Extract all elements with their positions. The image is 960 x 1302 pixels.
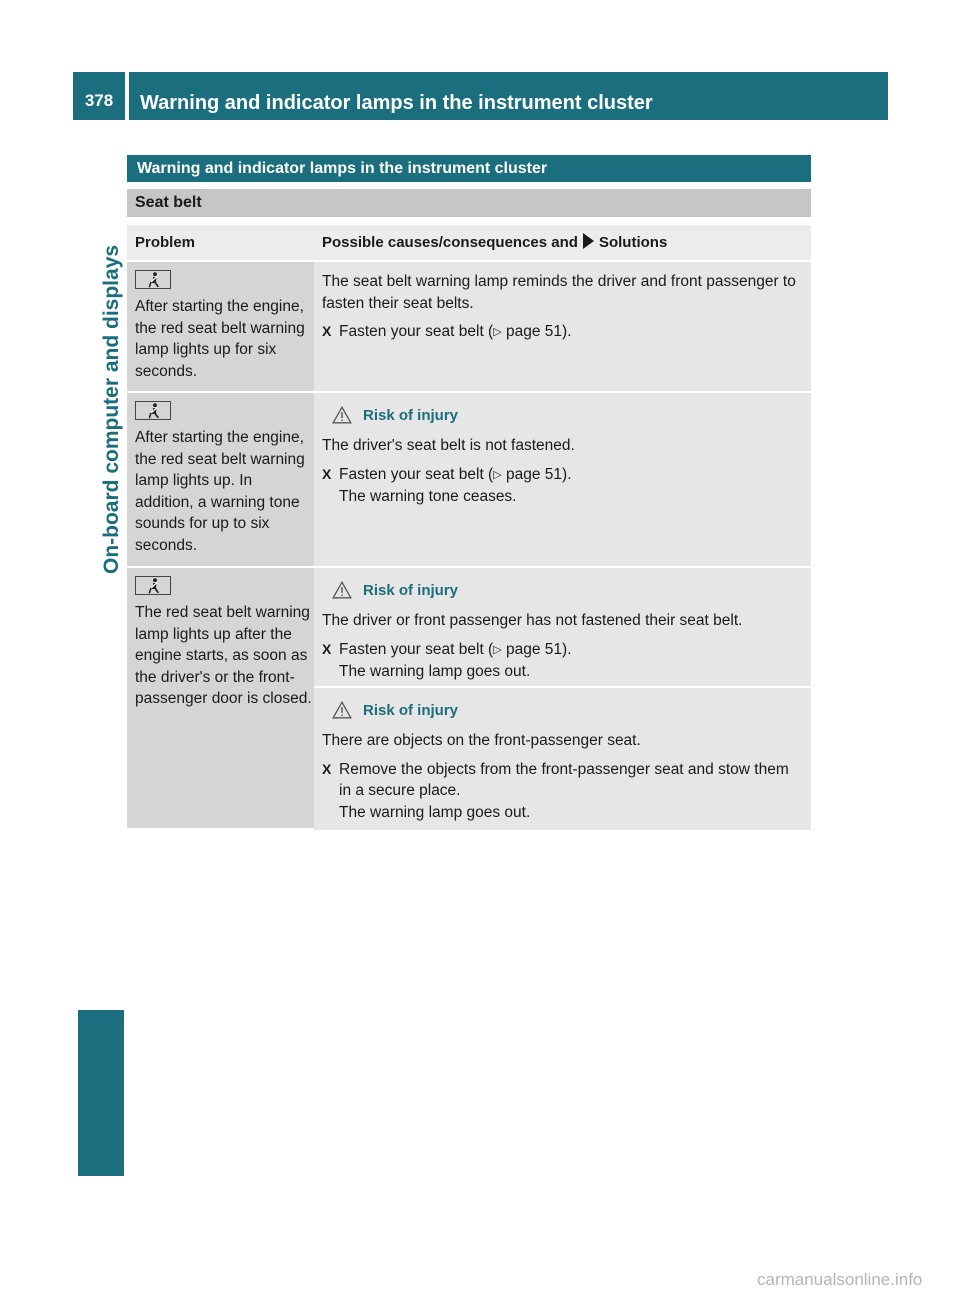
subsection-title: Seat belt	[135, 194, 202, 211]
solution-step	[322, 639, 805, 683]
warning-line	[322, 700, 805, 721]
causes-cell	[314, 262, 811, 393]
warning-triangle-icon	[332, 581, 352, 599]
problem-cell	[127, 262, 314, 391]
chapter-side-tab	[78, 120, 124, 1176]
problem-text: The red seat belt warning lamp lights up after the engine starts, as soon as the driver's or the front-passenger door is closed.	[135, 604, 312, 707]
step-marker: X	[322, 323, 332, 339]
chapter-side-marker	[78, 1010, 124, 1176]
warning-line	[322, 405, 805, 426]
running-header	[129, 72, 888, 120]
problem-cell	[127, 393, 314, 566]
causes-area	[314, 262, 811, 391]
table-row	[127, 260, 811, 391]
watermark: carmanualsonline.info	[757, 1270, 923, 1289]
page-number-box	[73, 72, 125, 120]
step-marker: X	[322, 465, 332, 482]
cause-text: There are objects on the front-passenger seat.	[322, 732, 641, 749]
seat-belt-warning-icon	[135, 270, 171, 289]
solution-step	[322, 321, 805, 344]
step-note: The warning lamp goes out.	[339, 663, 531, 680]
section-title-bar	[127, 155, 811, 182]
seat-belt-warning-icon	[135, 401, 171, 420]
step-text: Fasten your seat belt (	[339, 640, 494, 658]
cause-text: The driver or front passenger has not fastened their seat belt.	[322, 612, 743, 629]
header-problem: Problem	[135, 234, 196, 251]
section-title: Warning and indicator lamps in the instrument cluster	[137, 160, 548, 177]
warning-triangle-icon	[332, 406, 352, 424]
table-header-row	[127, 225, 811, 260]
step-note: The warning tone ceases.	[339, 488, 517, 505]
header-causes-solutions	[322, 225, 667, 261]
problem-cell	[127, 568, 314, 828]
warning-triangle-icon	[332, 701, 352, 719]
step-marker: X	[322, 640, 332, 657]
solution-step	[322, 759, 805, 824]
cause-text: The seat belt warning lamp reminds the driver and front passenger to fasten their seat belts.	[322, 273, 796, 312]
solution-step	[322, 464, 805, 508]
warning-title: Risk of injury	[363, 407, 459, 424]
step-text: Remove the objects from the front-passenger seat and stow them in a secure place.	[339, 760, 789, 799]
causes-area	[314, 568, 811, 828]
causes-cell	[314, 568, 811, 686]
running-header-title: Warning and indicator lamps in the instrument cluster	[140, 92, 653, 114]
page-ref: page 51).	[506, 323, 572, 340]
cause-text: The driver's seat belt is not fastened.	[322, 437, 575, 454]
header-solutions: Solutions	[598, 234, 668, 251]
step-text: Fasten your seat belt (	[339, 323, 494, 340]
arrow-right-icon	[583, 233, 594, 249]
page-ref-marker: ▷	[493, 468, 502, 481]
problem-text: After starting the engine, the red seat belt warning lamp lights up. In addition, a warning tone sounds for up to six seconds.	[135, 429, 305, 554]
chapter-side-label	[78, 120, 124, 600]
page-ref: page 51).	[506, 465, 572, 483]
causes-area	[314, 393, 811, 566]
step-note: The warning lamp goes out.	[339, 803, 531, 821]
warning-line	[322, 580, 805, 601]
warning-title: Risk of injury	[363, 582, 459, 599]
header-causes: Possible causes/consequences and	[322, 234, 578, 251]
page-ref: page 51).	[506, 640, 572, 658]
seat-belt-table	[127, 225, 811, 828]
chapter-side-label-text: On-board computer and displays	[100, 244, 123, 574]
subsection-title-bar	[127, 189, 811, 217]
page-ref-marker: ▷	[493, 643, 502, 656]
page-ref-marker: ▷	[493, 326, 502, 338]
causes-cell	[314, 393, 811, 568]
step-marker: X	[322, 760, 332, 777]
page-number: 378	[84, 91, 114, 110]
table-row	[127, 566, 811, 828]
problem-text: After starting the engine, the red seat belt warning lamp lights up for six seconds.	[135, 298, 305, 380]
warning-title: Risk of injury	[363, 702, 459, 719]
seat-belt-warning-icon	[135, 576, 171, 595]
step-text: Fasten your seat belt (	[339, 465, 494, 483]
causes-cell	[314, 688, 811, 830]
table-row	[127, 391, 811, 566]
